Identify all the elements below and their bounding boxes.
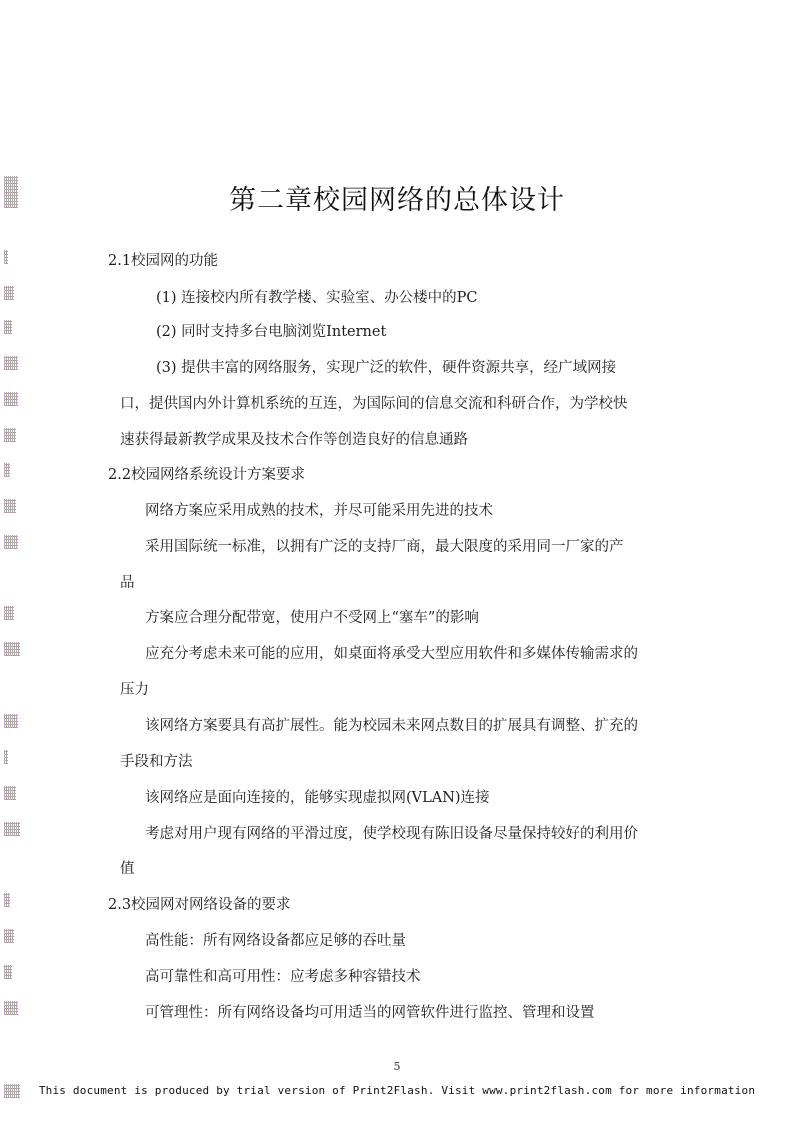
paragraph-line: 可管理性：所有网络设备均可用适当的网管软件进行监控、管理和设置 bbox=[145, 1005, 595, 1021]
margin-artifact bbox=[4, 965, 12, 979]
margin-artifact bbox=[4, 535, 18, 549]
paragraph-line: 网络方案应采用成熟的技术，并尽可能采用先进的技术 bbox=[145, 503, 493, 519]
margin-artifact bbox=[4, 356, 18, 370]
paragraph-line: 品 bbox=[120, 575, 135, 591]
paragraph-line: 口，提供国内外计算机系统的互连，为国际间的信息交流和科研合作，为学校快 bbox=[120, 396, 628, 412]
margin-artifact bbox=[4, 176, 18, 208]
paragraph-line: (2) 同时支持多台电脑浏览Internet bbox=[156, 324, 387, 340]
paragraph-line: 高性能：所有网络设备都应足够的吞吐量 bbox=[145, 933, 406, 949]
margin-artifact bbox=[4, 929, 14, 943]
paragraph-line: 该网络方案要具有高扩展性。能为校园未来网点数目的扩展具有调整、扩充的 bbox=[145, 718, 638, 734]
paragraph-line: (1) 连接校内所有教学楼、实验室、办公楼中的PC bbox=[156, 290, 478, 306]
margin-artifact bbox=[4, 320, 12, 334]
page-number: 5 bbox=[393, 1060, 401, 1073]
paragraph-line: 压力 bbox=[120, 682, 149, 698]
section-heading-2-2: 2.2校园网络系统设计方案要求 bbox=[108, 467, 306, 483]
chapter-title: 第二章校园网络的总体设计 bbox=[229, 185, 565, 216]
margin-artifact bbox=[4, 786, 16, 800]
paragraph-line: 该网络应是面向连接的，能够实现虚拟网(VLAN)连接 bbox=[145, 790, 490, 806]
margin-artifact bbox=[4, 714, 18, 728]
margin-artifact bbox=[4, 822, 20, 836]
paragraph-line: 值 bbox=[120, 861, 135, 877]
paragraph-line: 考虑对用户现有网络的平滑过度，使学校现有陈旧设备尽量保持较好的利用价 bbox=[145, 826, 638, 842]
margin-artifact bbox=[4, 893, 10, 907]
paragraph-line: 方案应合理分配带宽，使用户不受网上“塞车”的影响 bbox=[145, 610, 479, 626]
margin-artifact bbox=[4, 750, 8, 764]
margin-artifact bbox=[4, 428, 16, 442]
paragraph-line: 速获得最新教学成果及技术合作等创造良好的信息通路 bbox=[120, 432, 468, 448]
margin-artifact bbox=[4, 499, 16, 513]
paragraph-line: 手段和方法 bbox=[120, 754, 193, 770]
margin-artifact bbox=[4, 1001, 18, 1015]
paragraph-line: 高可靠性和高可用性：应考虑多种容错技术 bbox=[145, 969, 421, 985]
paragraph-line: 采用国际统一标准，以拥有广泛的支持厂商，最大限度的采用同一厂家的产 bbox=[145, 539, 624, 555]
section-heading-2-1: 2.1校园网的功能 bbox=[108, 253, 219, 269]
margin-artifact bbox=[4, 642, 20, 656]
margin-artifact bbox=[4, 286, 14, 300]
margin-artifact bbox=[4, 463, 10, 477]
margin-artifact bbox=[4, 392, 18, 406]
section-heading-2-3: 2.3校园网对网络设备的要求 bbox=[108, 897, 291, 913]
margin-artifact bbox=[4, 250, 8, 264]
margin-artifact bbox=[4, 606, 14, 620]
paragraph-line: 应充分考虑未来可能的应用，如桌面将承受大型应用软件和多媒体传输需求的 bbox=[145, 646, 638, 662]
margin-artifact bbox=[4, 1084, 20, 1098]
trial-watermark: This document is produced by trial version of Print2Flash. Visit www.print2flash.com for more information bbox=[38, 1084, 756, 1097]
paragraph-line: (3) 提供丰富的网络服务，实现广泛的软件，硬件资源共享，经广域网接 bbox=[156, 360, 617, 376]
